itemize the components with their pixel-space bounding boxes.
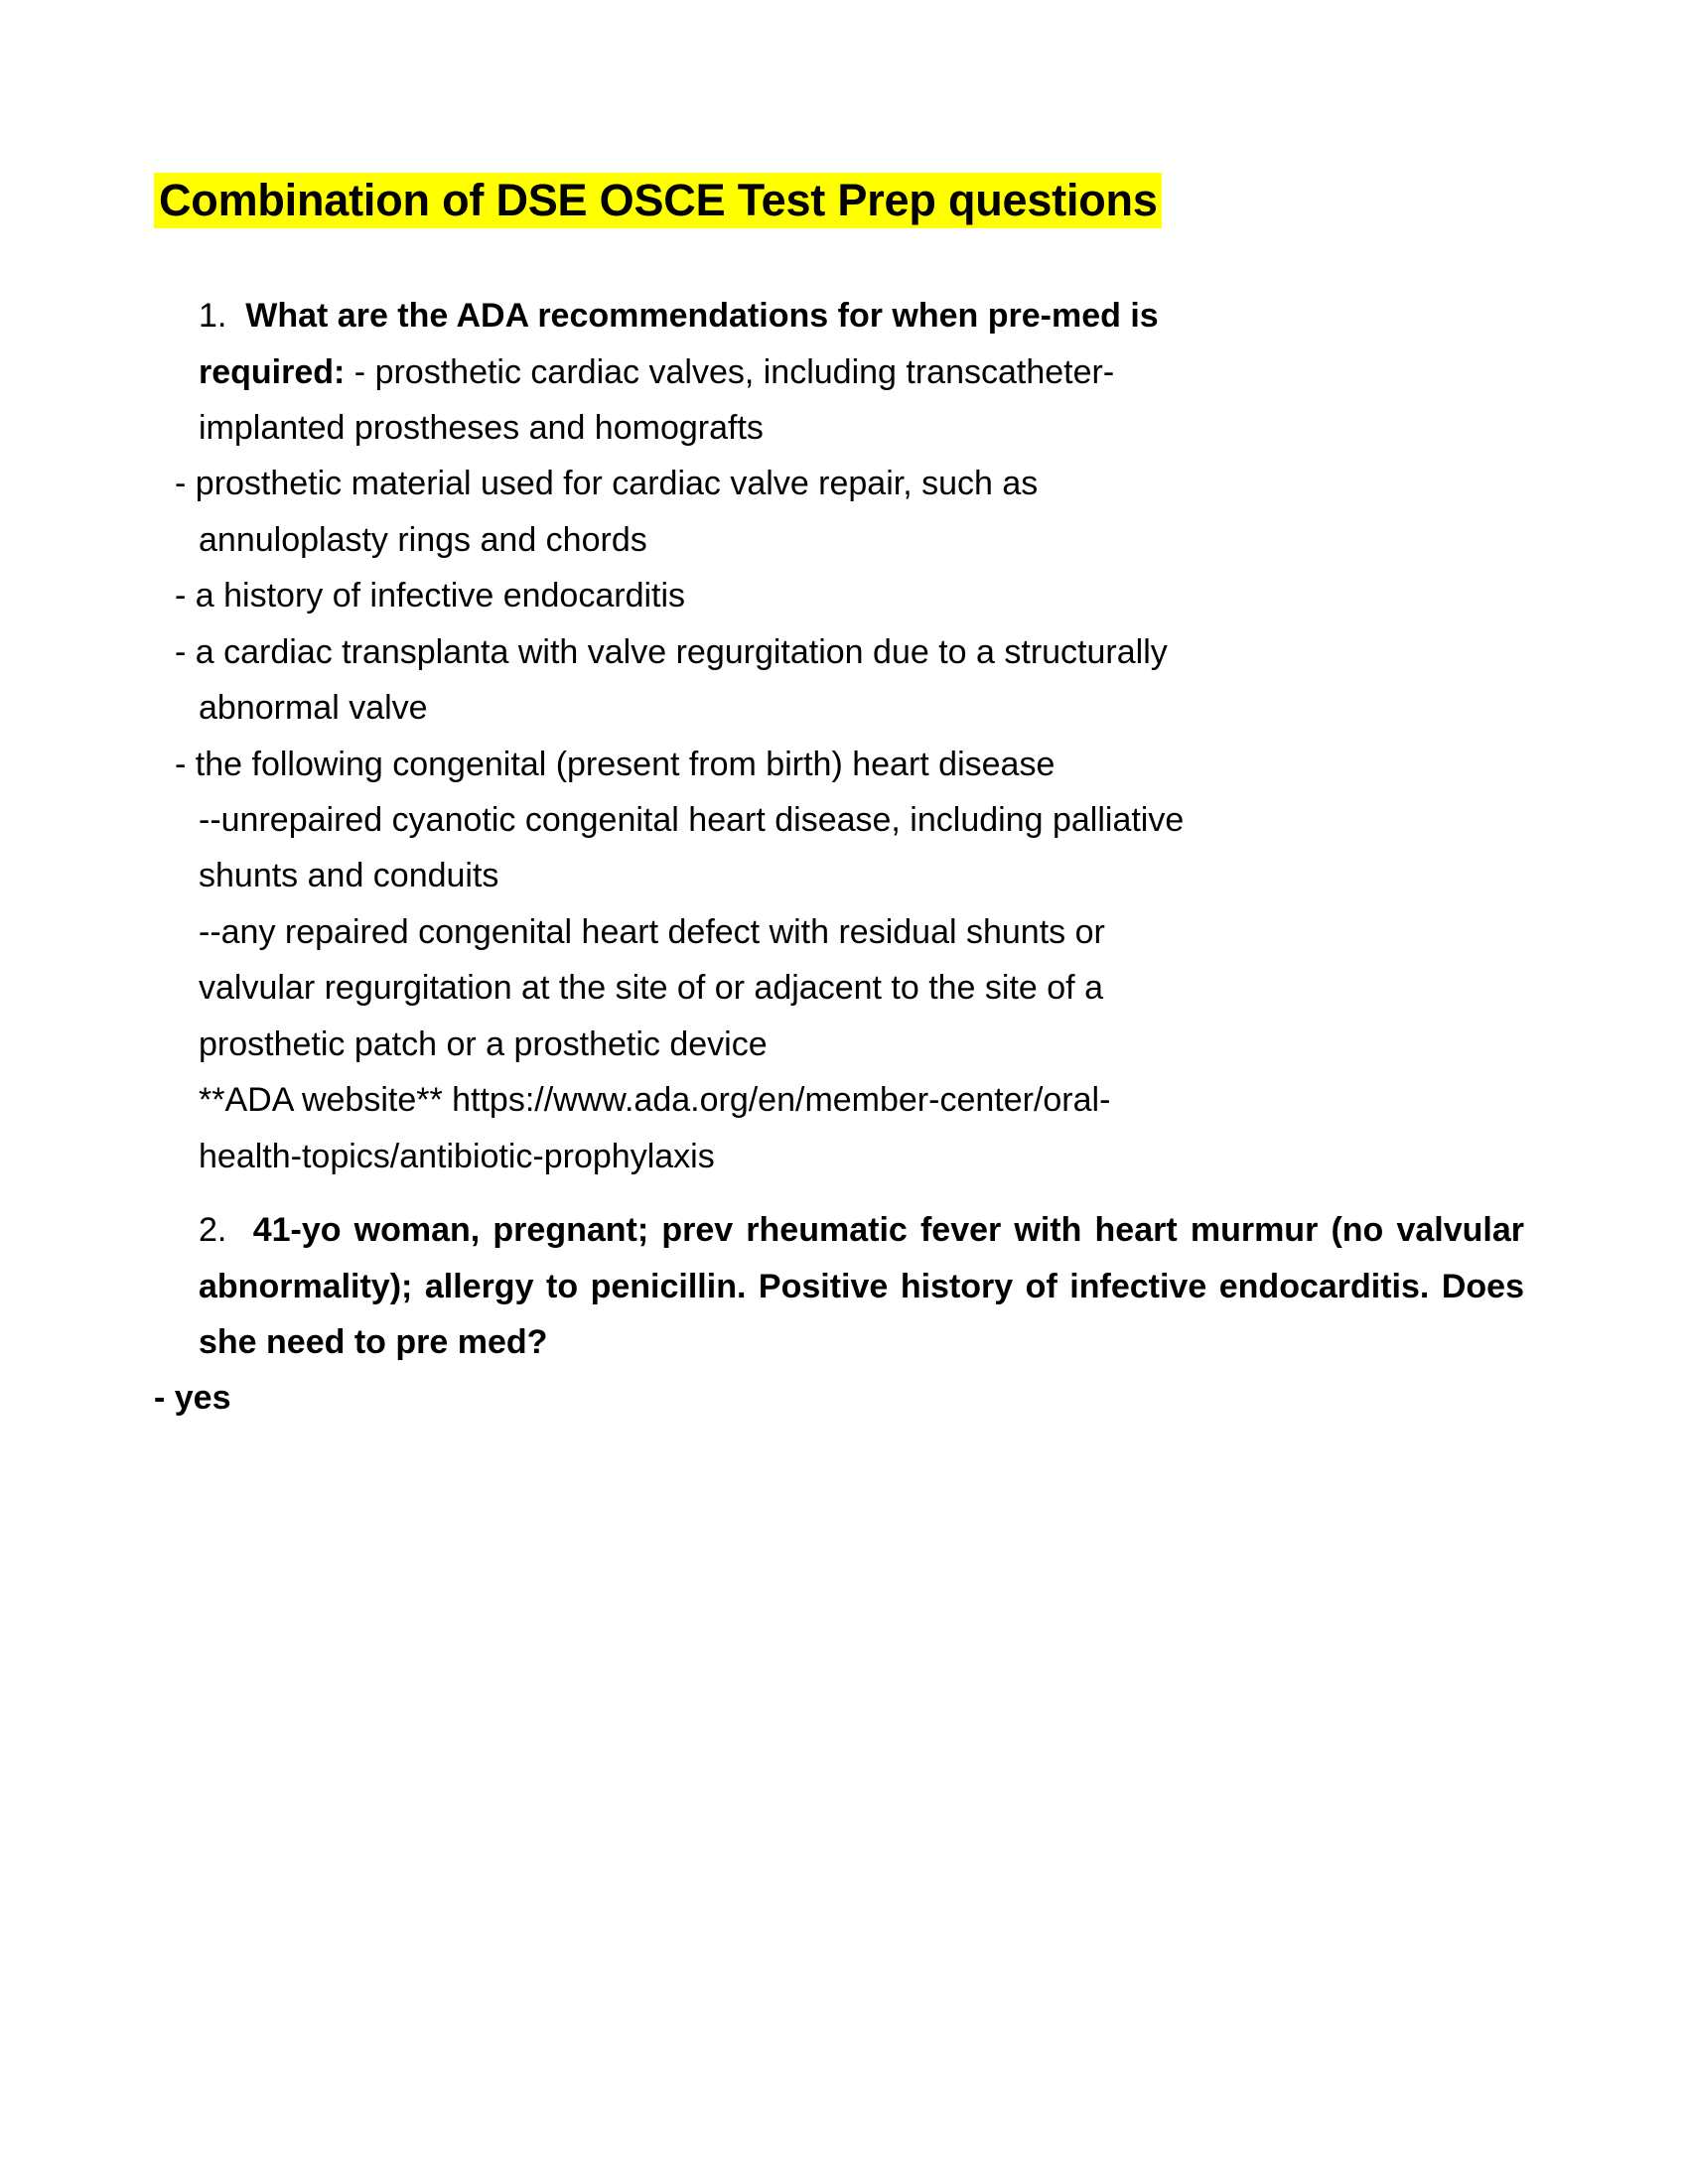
document-title-row bbox=[154, 174, 1524, 226]
list-item bbox=[154, 568, 1524, 623]
list-item-text: a history of infective endocarditis bbox=[195, 577, 686, 615]
list-item bbox=[154, 737, 1524, 792]
sub-list-item: --any repaired congenital heart defect with residual shunts or bbox=[199, 912, 1105, 951]
question-1-heading-line-1 bbox=[154, 288, 1524, 343]
list-item-cont: abnormal valve bbox=[199, 689, 428, 728]
bullet-dash-icon: - bbox=[175, 465, 196, 503]
list-item-cont: annuloplasty rings and chords bbox=[199, 520, 647, 559]
question-2-block bbox=[154, 1202, 1524, 1427]
document-body bbox=[154, 174, 1524, 1427]
question-1-prompt-part-1: What are the ADA recommendations for when pre-med is bbox=[245, 297, 1159, 336]
question-2-answer: - yes bbox=[154, 1379, 231, 1418]
page-title: Combination of DSE OSCE Test Prep questions bbox=[154, 173, 1162, 228]
question-2-prompt-text: 41-yo woman, pregnant; prev rheumatic fever with heart murmur (no valvular abnormality); allergy to penicillin. Positive history of infective endocarditis. Does she need to pre med? bbox=[199, 1211, 1525, 1361]
list-item bbox=[154, 624, 1524, 680]
question-1-heading-line-2 bbox=[154, 344, 1524, 400]
bullet-dash-icon: - bbox=[175, 745, 196, 783]
bullet-dash-icon: - bbox=[175, 632, 196, 671]
ada-source-link-line-2[interactable]: health-topics/antibiotic-prophylaxis bbox=[199, 1137, 715, 1175]
sub-list-item: --unrepaired cyanotic congenital heart disease, including palliative bbox=[199, 801, 1185, 840]
question-1-prompt-part-2: required: bbox=[199, 352, 346, 391]
sub-list-item-cont: prosthetic patch or a prosthetic device bbox=[199, 1024, 768, 1063]
sub-list-item-cont: shunts and conduits bbox=[199, 857, 499, 895]
list-item-text: prosthetic material used for cardiac valve repair, such as bbox=[195, 465, 1039, 503]
question-1-number: 1. bbox=[199, 297, 227, 336]
list-item-text: the following congenital (present from birth) heart disease bbox=[195, 745, 1055, 783]
question-2-prompt bbox=[154, 1202, 1524, 1370]
bullet-dash-icon: - bbox=[175, 577, 196, 615]
ada-source-link-line-1[interactable]: **ADA website** https://www.ada.org/en/member-center/oral- bbox=[199, 1081, 1111, 1120]
question-1-block bbox=[154, 288, 1524, 1184]
question-1-answer-cont-1: implanted prostheses and homografts bbox=[199, 408, 764, 447]
question-1-answer-start: - prosthetic cardiac valves, including transcatheter- bbox=[345, 352, 1115, 391]
list-item bbox=[154, 456, 1524, 511]
list-item-text: a cardiac transplanta with valve regurgitation due to a structurally bbox=[195, 632, 1168, 671]
question-2-number: 2. bbox=[199, 1211, 227, 1250]
sub-list-item-cont: valvular regurgitation at the site of or adjacent to the site of a bbox=[199, 969, 1103, 1008]
